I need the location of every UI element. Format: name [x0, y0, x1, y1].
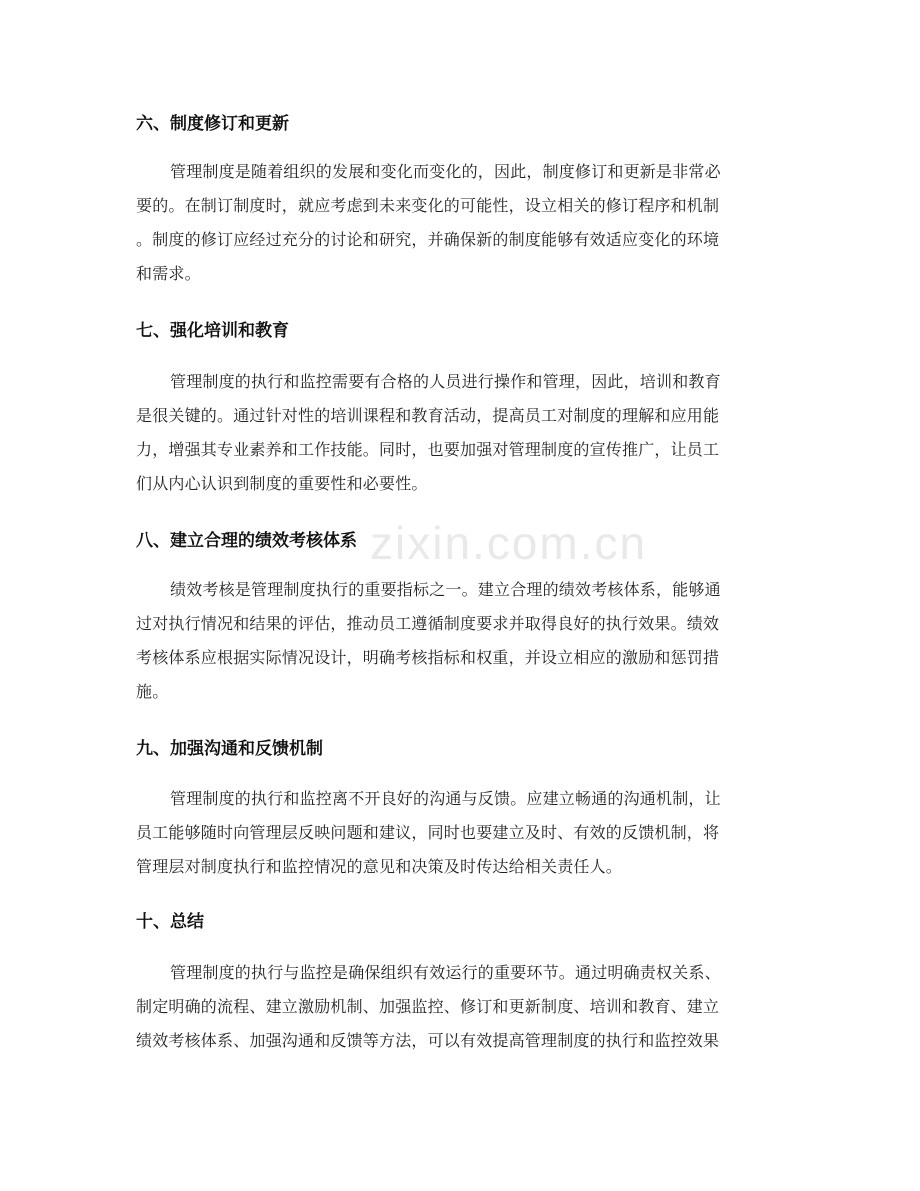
paragraph-line: 管理制度是随着组织的发展和变化而变化的，因此，制度修订和更新是非常必	[170, 162, 721, 181]
section-heading-10: 十、总结	[136, 912, 204, 932]
paragraph-line: 员工能够随时向管理层反映问题和建议，同时也要建立及时、有效的反馈机制，将	[136, 823, 720, 842]
paragraph-line: 和需求。	[136, 264, 201, 283]
section-heading-9: 九、加强沟通和反馈机制	[136, 739, 323, 759]
section-paragraph-9	[136, 782, 786, 884]
section-heading-8: 八、建立合理的绩效考核体系	[136, 531, 357, 551]
section-heading-7: 七、强化培训和教育	[136, 321, 289, 341]
paragraph-line: 绩效考核体系、加强沟通和反馈等方法，可以有效提高管理制度的执行和监控效果	[136, 1031, 720, 1050]
paragraph-line: 管理制度的执行与监控是确保组织有效运行的重要环节。通过明确责权关系、	[170, 963, 721, 982]
paragraph-line: 们从内心认识到制度的重要性和必要性。	[136, 474, 428, 493]
section-heading-6: 六、制度修订和更新	[136, 114, 289, 134]
paragraph-line: 要的。在制订制度时，就应考虑到未来变化的可能性，设立相关的修订程序和机制	[136, 196, 720, 215]
paragraph-line: 管理制度的执行和监控需要有合格的人员进行操作和管理，因此，培训和教育	[170, 372, 721, 391]
paragraph-line: 管理层对制度执行和监控情况的意见和决策及时传达给相关责任人。	[136, 857, 623, 876]
paragraph-line: 是很关键的。通过针对性的培训课程和教育活动，提高员工对制度的理解和应用能	[136, 406, 720, 425]
paragraph-line: 。制度的修订应经过充分的讨论和研究，并确保新的制度能够有效适应变化的环境	[136, 230, 720, 249]
section-paragraph-7	[136, 365, 786, 501]
paragraph-line: 绩效考核是管理制度执行的重要指标之一。建立合理的绩效考核体系，能够通	[170, 580, 721, 599]
section-paragraph-8	[136, 573, 786, 709]
paragraph-line: 力，增强其专业素养和工作技能。同时，也要加强对管理制度的宣传推广，让员工	[136, 440, 720, 459]
paragraph-line: 考核体系应根据实际情况设计，明确考核指标和权重，并设立相应的激励和惩罚措	[136, 648, 720, 667]
paragraph-line: 施。	[136, 682, 169, 701]
section-paragraph-6	[136, 155, 786, 291]
paragraph-line: 管理制度的执行和监控离不开良好的沟通与反馈。应建立畅通的沟通机制，让	[170, 789, 721, 808]
section-paragraph-10	[136, 956, 786, 1058]
paragraph-line: 过对执行情况和结果的评估，推动员工遵循制度要求并取得良好的执行效果。绩效	[136, 614, 720, 633]
watermark: zixin.com.cn	[370, 517, 648, 569]
paragraph-line: 制定明确的流程、建立激励机制、加强监控、修订和更新制度、培训和教育、建立	[136, 997, 720, 1016]
